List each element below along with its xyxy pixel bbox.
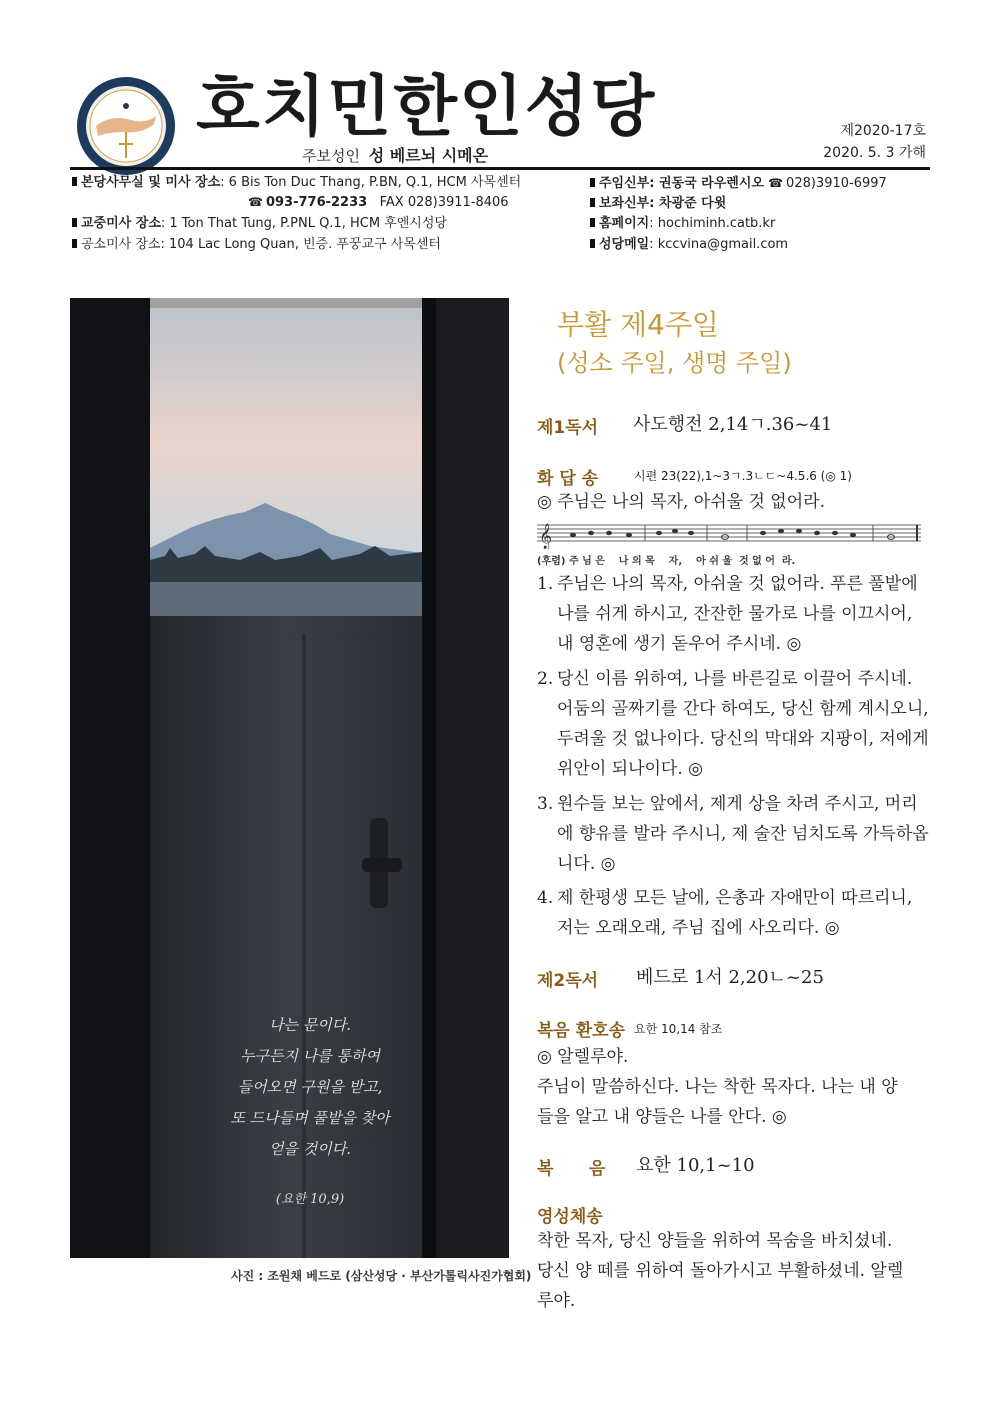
issue-number: 제2020-17호 [840, 123, 926, 139]
psalm-verse: 2. 당신 이름 위하여, 나를 바른길로 이끌어 주시네. 어둠의 골짜기를 간다 하여도, 당신 함께 계시오니, 두려울 것 없나이다. 당신의 막대와 지팡이, 저에게 위안이 되나이다. ◎ [537, 669, 929, 779]
header-divider [70, 167, 930, 170]
psalm-ref: 시편 23(22),1~3ㄱ.3ㄴㄷ~4.5.6 (◎ 1) [634, 469, 852, 483]
info-mid-mass: 교중미사 장소: 1 Ton That Tung, P.PNL Q.1, HCM 후엔시성당 [72, 215, 447, 233]
info-phone: ☎ 093-776-2233 FAX 028)3911-8406 [248, 195, 509, 210]
psalm-verse: 1. 주님은 나의 목자, 아쉬울 것 없어라. 푸른 풀밭에 나를 쉬게 하시고, 잔잔한 물가로 나를 이끄시어, 내 영혼에 생기 돋우어 주시네. ◎ [537, 574, 918, 654]
patron-label: 주보성인 [302, 147, 360, 165]
patron-name: 성 베르뇌 시메온 [368, 146, 489, 165]
email-link[interactable]: : kccvina@gmail.com [649, 237, 789, 252]
bullet-icon [590, 239, 595, 248]
issue-info [823, 120, 926, 164]
psalm-verse: 4. 제 한평생 모든 날에, 은총과 자애만이 따르리니, 저는 오래오래, 주님 집에 사오리다. ◎ [537, 888, 913, 938]
psalm-label: 화 답 송 [537, 469, 599, 489]
info-mission: 공소미사 장소: 104 Lac Long Quan, 빈증. 푸꿍교구 사목센터 [72, 236, 441, 254]
church-logo [76, 76, 176, 176]
bullet-icon [72, 239, 77, 248]
homepage-link[interactable]: : hochiminh.catb.kr [649, 216, 776, 231]
bullet-icon [72, 218, 77, 227]
sunday-subtitle: (성소 주일, 생명 주일) [557, 349, 792, 377]
poem-line: 나는 문이다. [269, 1016, 351, 1034]
issue-date: 2020. 5. 3 가해 [823, 145, 926, 161]
alleluia-ref: 요한 10,14 참조 [634, 1022, 723, 1036]
poem-line: 또 드나들며 풀밭을 찾아 [230, 1109, 390, 1127]
photo-credit: 사진 : 조원채 베드로 (삼산성당 · 부산가톨릭사진가협회) [231, 1269, 532, 1283]
communion-label: 영성체송 [537, 1207, 603, 1227]
communion-text: 착한 목자, 당신 양들을 위하여 목숨을 바치셨네. 당신 양 떼를 위하여 돌아가시고 부활하셨네. 알렐 루야. [537, 1231, 904, 1311]
poem-line: 누구든지 나를 통하여 [240, 1047, 380, 1065]
bullet-icon [590, 218, 595, 227]
music-staff [537, 519, 923, 567]
info-homepage: 홈페이지: hochiminh.catb.kr [590, 215, 775, 233]
info-email: 성당메일: kccvina@gmail.com [590, 236, 788, 254]
info-main-office: 본당사무실 및 미사 장소: 6 Bis Ton Duc Thang, P.BN, Q.1, HCM 사목센터 [72, 174, 521, 192]
bullet-icon [590, 198, 595, 207]
info-pastor: 주임신부: 권동국 라우렌시오 ☎ 028)3910-6997 [590, 174, 887, 193]
staff-lyrics: (후렴) 주 님 은 나 의 목 자, 아 쉬 울 것 없 어 라. [537, 556, 796, 567]
bullet-icon [72, 177, 77, 186]
poem-reference: (요한 10,9) [275, 1192, 345, 1207]
psalm-verse: 3. 원수들 보는 앞에서, 제게 상을 차려 주시고, 머리 에 향유를 발라 주시니, 제 술잔 넘치도록 가득하옵 니다. ◎ [537, 794, 929, 874]
svg-text:𝄞: 𝄞 [539, 524, 553, 549]
patron-saint [302, 143, 488, 166]
gospel-ref: 요한 10,1~10 [636, 1155, 755, 1176]
sunday-title: 부활 제4주일 [557, 308, 719, 341]
reading2-label: 제2독서 [537, 971, 599, 991]
poem-line: 얻을 것이다. [269, 1140, 351, 1158]
reading2-ref: 베드로 1서 2,20ㄴ~25 [636, 967, 824, 988]
reading1-label: 제1독서 [537, 418, 599, 438]
bullet-icon [590, 178, 595, 187]
poem-line: 들어오면 구원을 받고, [237, 1078, 383, 1096]
alleluia-text: ◎ 알렐루야. 주님이 말씀하신다. 나는 착한 목자다. 나는 내 양 들을 알고 내 양들은 나를 안다. ◎ [537, 1047, 898, 1127]
info-assistant: 보좌신부: 차광준 다윗 [590, 195, 726, 213]
psalm-refrain: ◎ 주님은 나의 목자, 아쉬울 것 없어라. [537, 492, 825, 512]
church-name: 호치민한인성당 [196, 67, 657, 145]
poem [190, 1010, 430, 1165]
reading1-ref: 사도행전 2,14ㄱ.36~41 [633, 414, 833, 435]
alleluia-label: 복음 환호송 [537, 1021, 626, 1041]
gospel-label: 복 음 [537, 1159, 606, 1179]
phone-icon: ☎ [768, 176, 784, 190]
phone-icon: ☎ [248, 195, 263, 209]
